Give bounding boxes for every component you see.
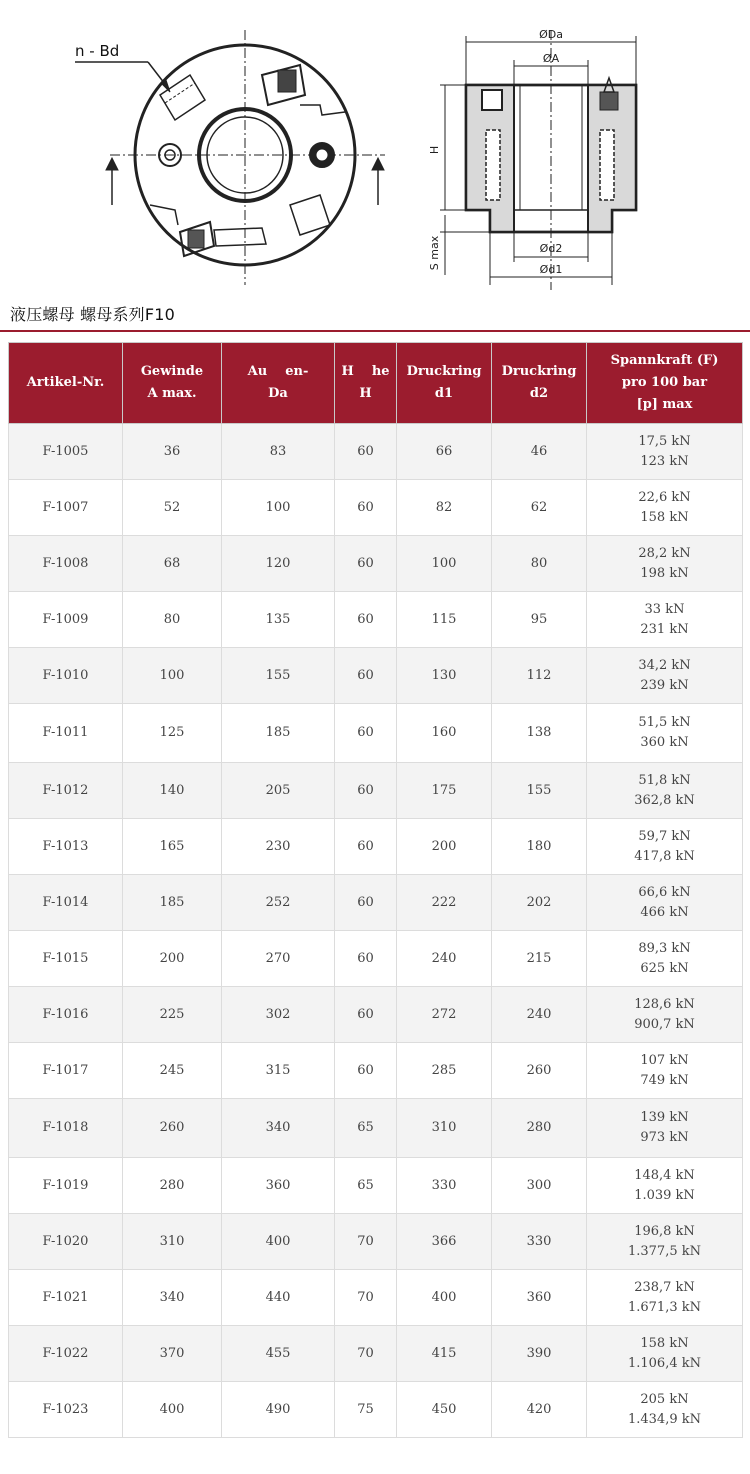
spannkraft-max: 362,8 kN [634,792,695,808]
cell-aussen-da: 315 [222,1043,335,1099]
header-hoehe-h [335,343,397,424]
cell-druckring-d2: 330 [492,1214,587,1270]
cell-spannkraft [587,424,743,480]
cell-artikel-nr: F-1005 [9,424,123,480]
table-header-row [9,343,743,424]
cell-druckring-d2: 240 [492,987,587,1043]
table-row [9,480,743,536]
cell-hoehe: 60 [335,592,397,648]
header-line: H he [341,364,390,379]
cell-druckring-d2: 420 [492,1382,587,1438]
header-line: d2 [529,386,549,401]
spannkraft-per-100bar: 59,7 kN [638,828,691,844]
spannkraft-per-100bar: 107 kN [640,1052,689,1068]
table-row [9,424,743,480]
cell-gewinde: 68 [123,536,222,592]
spannkraft-max: 1.434,9 kN [627,1411,701,1427]
cell-aussen-da: 270 [222,931,335,987]
spannkraft-max: 1.106,4 kN [627,1355,701,1371]
cell-druckring-d1: 285 [397,1043,492,1099]
cell-druckring-d2: 62 [492,480,587,536]
cell-spannkraft [587,1326,743,1382]
cell-artikel-nr: F-1020 [9,1214,123,1270]
cell-hoehe: 60 [335,987,397,1043]
spannkraft-max: 239 kN [640,677,689,693]
cell-spannkraft [587,1214,743,1270]
cell-aussen-da: 205 [222,763,335,819]
dim-label-a: ØA [542,52,560,65]
cell-hoehe: 70 [335,1326,397,1382]
cell-hoehe: 60 [335,763,397,819]
cell-artikel-nr: F-1007 [9,480,123,536]
header-line: Au en- [247,364,309,379]
cell-hoehe: 70 [335,1270,397,1326]
cell-gewinde: 200 [123,931,222,987]
cell-artikel-nr: F-1022 [9,1326,123,1382]
cell-gewinde: 100 [123,648,222,704]
spannkraft-per-100bar: 139 kN [640,1110,689,1125]
cell-aussen-da: 490 [222,1382,335,1438]
header-line: Artikel-Nr. [26,375,105,390]
cell-hoehe: 60 [335,480,397,536]
cell-druckring-d2: 95 [492,592,587,648]
cell-gewinde: 245 [123,1043,222,1099]
spannkraft-max: 973 kN [640,1130,689,1145]
dim-label-s: S max [428,235,441,271]
spannkraft-max: 900,7 kN [634,1016,695,1032]
section-view-drawing [440,30,636,290]
drawing-svg [0,0,750,300]
header-line: pro 100 bar [621,375,708,390]
cell-druckring-d2: 300 [492,1158,587,1214]
cell-gewinde: 80 [123,592,222,648]
cell-gewinde: 165 [123,819,222,875]
table-body [9,424,743,1438]
spannkraft-per-100bar: 22,6 kN [638,489,691,505]
cell-spannkraft [587,704,743,763]
header-line: [p] max [636,397,693,412]
header-line: H [359,386,372,401]
cell-spannkraft [587,536,743,592]
cell-aussen-da: 360 [222,1158,335,1214]
cell-gewinde: 52 [123,480,222,536]
table-row [9,704,743,763]
cell-artikel-nr: F-1014 [9,875,123,931]
spannkraft-per-100bar: 238,7 kN [634,1279,695,1295]
cell-druckring-d1: 272 [397,987,492,1043]
cell-druckring-d2: 360 [492,1270,587,1326]
cell-spannkraft [587,763,743,819]
header-line: Druckring [501,364,577,379]
cell-druckring-d1: 415 [397,1326,492,1382]
cell-druckring-d1: 330 [397,1158,492,1214]
cell-druckring-d2: 280 [492,1099,587,1158]
cell-gewinde: 185 [123,875,222,931]
technical-drawings [0,0,750,300]
spannkraft-per-100bar: 28,2 kN [638,545,691,561]
cell-spannkraft [587,875,743,931]
table-row [9,931,743,987]
cell-gewinde: 370 [123,1326,222,1382]
cell-hoehe: 60 [335,819,397,875]
dim-label-h: H [428,145,441,155]
header-gewinde [123,343,222,424]
header-line: Druckring [406,364,482,379]
header-aussen-da [222,343,335,424]
cell-druckring-d2: 180 [492,819,587,875]
spannkraft-per-100bar: 158 kN [640,1335,689,1351]
cell-spannkraft [587,987,743,1043]
cell-gewinde: 340 [123,1270,222,1326]
header-line: Spannkraft (F) [610,353,719,368]
cell-druckring-d2: 138 [492,704,587,763]
cell-spannkraft [587,1043,743,1099]
cell-aussen-da: 185 [222,704,335,763]
cell-druckring-d2: 155 [492,763,587,819]
cell-aussen-da: 155 [222,648,335,704]
cell-artikel-nr: F-1009 [9,592,123,648]
cell-druckring-d1: 82 [397,480,492,536]
header-druckring-d2 [492,343,587,424]
cell-spannkraft [587,480,743,536]
cell-aussen-da: 135 [222,592,335,648]
drawing-label-n-bd: n - Bd [75,42,120,60]
cell-druckring-d1: 160 [397,704,492,763]
cell-gewinde: 36 [123,424,222,480]
cell-artikel-nr: F-1011 [9,704,123,763]
cell-aussen-da: 302 [222,987,335,1043]
table-row [9,763,743,819]
cell-druckring-d2: 80 [492,536,587,592]
spannkraft-max: 749 kN [640,1072,689,1088]
cell-hoehe: 60 [335,648,397,704]
cell-druckring-d2: 112 [492,648,587,704]
cell-artikel-nr: F-1008 [9,536,123,592]
spannkraft-per-100bar: 128,6 kN [634,996,695,1012]
section-title-bar [0,296,750,332]
cell-aussen-da: 440 [222,1270,335,1326]
spannkraft-max: 625 kN [640,960,689,976]
spannkraft-max: 231 kN [640,621,689,637]
spannkraft-per-100bar: 205 kN [640,1391,689,1407]
cell-aussen-da: 252 [222,875,335,931]
spannkraft-per-100bar: 89,3 kN [638,940,691,956]
cell-druckring-d1: 100 [397,536,492,592]
cell-hoehe: 65 [335,1158,397,1214]
page-title: 液压螺母 螺母系列F10 [10,305,176,324]
cell-artikel-nr: F-1021 [9,1270,123,1326]
cell-druckring-d1: 175 [397,763,492,819]
cell-druckring-d1: 222 [397,875,492,931]
cell-druckring-d1: 400 [397,1270,492,1326]
cell-druckring-d1: 130 [397,648,492,704]
header-line: Da [268,386,288,401]
table-row [9,819,743,875]
table-row [9,1043,743,1099]
cell-hoehe: 65 [335,1099,397,1158]
spannkraft-max: 417,8 kN [634,848,695,864]
table-row [9,1326,743,1382]
cell-artikel-nr: F-1019 [9,1158,123,1214]
cell-druckring-d1: 200 [397,819,492,875]
cell-aussen-da: 455 [222,1326,335,1382]
cell-druckring-d2: 260 [492,1043,587,1099]
spannkraft-per-100bar: 148,4 kN [634,1167,695,1183]
cell-aussen-da: 340 [222,1099,335,1158]
cell-artikel-nr: F-1013 [9,819,123,875]
spannkraft-per-100bar: 196,8 kN [634,1223,695,1239]
table-row [9,1270,743,1326]
cell-hoehe: 60 [335,1043,397,1099]
spannkraft-max: 1.377,5 kN [627,1243,701,1259]
cell-hoehe: 60 [335,536,397,592]
dim-label-d1: Ød1 [539,263,563,276]
spannkraft-per-100bar: 33 kN [644,601,685,617]
table-row [9,1214,743,1270]
cell-gewinde: 400 [123,1382,222,1438]
spannkraft-max: 158 kN [640,509,689,525]
cell-spannkraft [587,592,743,648]
cell-spannkraft [587,1099,743,1158]
cell-artikel-nr: F-1010 [9,648,123,704]
cell-hoehe: 75 [335,1382,397,1438]
dim-label-d2: Ød2 [539,242,563,255]
cell-druckring-d1: 66 [397,424,492,480]
cell-hoehe: 60 [335,875,397,931]
spannkraft-max: 123 kN [640,453,689,469]
cell-spannkraft [587,931,743,987]
cell-druckring-d1: 450 [397,1382,492,1438]
cell-druckring-d2: 215 [492,931,587,987]
cell-spannkraft [587,819,743,875]
table-row [9,1099,743,1158]
cell-spannkraft [587,1270,743,1326]
cell-druckring-d2: 202 [492,875,587,931]
spannkraft-max: 360 kN [640,735,689,750]
cell-gewinde: 140 [123,763,222,819]
header-line: A max. [147,386,197,401]
table-row [9,536,743,592]
header-line: Gewinde [140,364,204,379]
table-row [9,1158,743,1214]
cell-spannkraft [587,648,743,704]
table-row [9,1382,743,1438]
table-row [9,875,743,931]
top-view-drawing [75,30,385,285]
table-row [9,592,743,648]
cell-druckring-d1: 240 [397,931,492,987]
cell-druckring-d1: 366 [397,1214,492,1270]
spannkraft-per-100bar: 34,2 kN [638,657,691,673]
cell-spannkraft [587,1382,743,1438]
cell-aussen-da: 120 [222,536,335,592]
header-druckring-d1 [397,343,492,424]
cell-gewinde: 225 [123,987,222,1043]
cell-spannkraft [587,1158,743,1214]
cell-aussen-da: 230 [222,819,335,875]
spec-table [8,342,743,1438]
cell-artikel-nr: F-1023 [9,1382,123,1438]
header-line: d1 [434,386,454,401]
dim-label-da: ØDa [539,28,563,41]
cell-gewinde: 280 [123,1158,222,1214]
cell-gewinde: 125 [123,704,222,763]
spannkraft-per-100bar: 51,8 kN [638,772,691,788]
table-row [9,648,743,704]
cell-druckring-d1: 310 [397,1099,492,1158]
cell-hoehe: 70 [335,1214,397,1270]
spannkraft-max: 1.671,3 kN [627,1299,701,1315]
cell-artikel-nr: F-1017 [9,1043,123,1099]
cell-druckring-d1: 115 [397,592,492,648]
cell-artikel-nr: F-1016 [9,987,123,1043]
spannkraft-per-100bar: 51,5 kN [638,715,691,730]
spannkraft-per-100bar: 66,6 kN [638,884,691,900]
cell-hoehe: 60 [335,931,397,987]
cell-druckring-d2: 46 [492,424,587,480]
table-row [9,987,743,1043]
cell-aussen-da: 400 [222,1214,335,1270]
cell-artikel-nr: F-1018 [9,1099,123,1158]
spannkraft-max: 466 kN [640,904,689,920]
spannkraft-per-100bar: 17,5 kN [638,433,691,449]
header-spannkraft [587,343,743,424]
spannkraft-max: 198 kN [640,565,689,581]
cell-gewinde: 310 [123,1214,222,1270]
cell-hoehe: 60 [335,424,397,480]
cell-aussen-da: 100 [222,480,335,536]
cell-artikel-nr: F-1012 [9,763,123,819]
cell-artikel-nr: F-1015 [9,931,123,987]
cell-hoehe: 60 [335,704,397,763]
cell-druckring-d2: 390 [492,1326,587,1382]
header-artikel-nr [9,343,123,424]
cell-gewinde: 260 [123,1099,222,1158]
spannkraft-max: 1.039 kN [634,1187,695,1203]
cell-aussen-da: 83 [222,424,335,480]
